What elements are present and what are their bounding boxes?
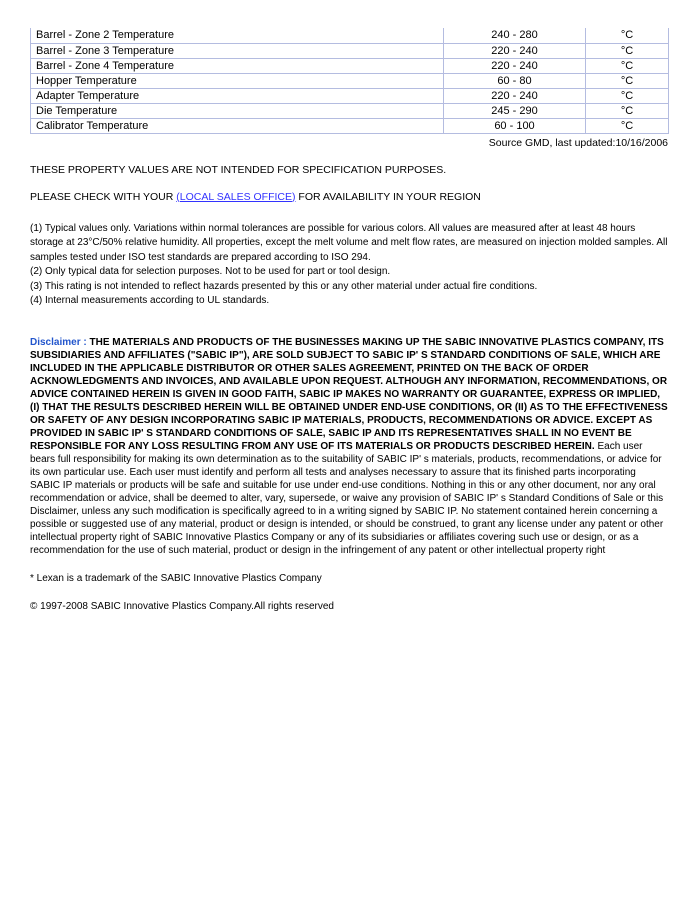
- region-availability-line: [30, 191, 668, 203]
- footnote-3: (3) This rating is not intended to reflect hazards presented by this or any other material under actual fire conditions.: [30, 280, 538, 292]
- table-row: [31, 58, 669, 73]
- value-cell: 240 - 280: [444, 28, 586, 43]
- value-cell: 245 - 290: [444, 103, 586, 118]
- copyright-note: © 1997-2008 SABIC Innovative Plastics Company.All rights reserved: [30, 600, 334, 612]
- table-row: [31, 28, 669, 43]
- property-cell: Hopper Temperature: [31, 73, 444, 88]
- property-cell: Adapter Temperature: [31, 88, 444, 103]
- trademark-note: * Lexan is a trademark of the SABIC Innovative Plastics Company: [30, 572, 322, 584]
- page-content: [30, 28, 668, 612]
- source-note: Source GMD, last updated:10/16/2006: [488, 136, 668, 149]
- disclaimer-regular-text: Each user bears full responsibility for making its own determination as to the suitability of SABIC IP' s materials, products, recommendations, or advice for its own particular use. Each user must identify and perform all tests and analyses necessary to assure that its finished parts incorporating SABIC IP materials or products will be safe and suitable for use under end-use conditions. Nothing in this or any other document, nor any oral recommendation or advice, shall be deemed to alter, vary, supersede, or waive any provision of SABIC IP' s Standard Conditions of Sale or this Disclaimer, unless any such modification is specifically agreed to in a writing signed by SABIC IP. No statement contained herein concerning a possible or suggested use of any material, product or design is intended, or should be construed, to grant any license under any patent or other intellectual property right of SABIC Innovative Plastics Company or any of its subsidiaries or affiliates covering such use or design, or as a recommendation for the use of such material, product or design in the infringement of any patent or other intellectual property right: [30, 440, 664, 556]
- unit-cell: °C: [586, 118, 669, 133]
- unit-cell: °C: [586, 88, 669, 103]
- value-cell: 220 - 240: [444, 43, 586, 58]
- region-line-after: FOR AVAILABILITY IN YOUR REGION: [298, 190, 481, 203]
- table-row: [31, 43, 669, 58]
- property-cell: Barrel - Zone 4 Temperature: [31, 58, 444, 73]
- table-row: [31, 118, 669, 133]
- property-cell: Barrel - Zone 3 Temperature: [31, 43, 444, 58]
- footnotes-block: [30, 222, 668, 309]
- table-row: [31, 103, 669, 118]
- property-cell: Barrel - Zone 2 Temperature: [31, 28, 444, 43]
- value-cell: 60 - 80: [444, 73, 586, 88]
- unit-cell: °C: [586, 28, 669, 43]
- property-cell: Die Temperature: [31, 103, 444, 118]
- unit-cell: °C: [586, 103, 669, 118]
- value-cell: 220 - 240: [444, 58, 586, 73]
- table-row: [31, 73, 669, 88]
- unit-cell: °C: [586, 73, 669, 88]
- processing-temperature-table: [30, 28, 669, 134]
- disclaimer-bold-text: THE MATERIALS AND PRODUCTS OF THE BUSINESSES MAKING UP THE SABIC INNOVATIVE PLASTICS COMPANY, ITS SUBSIDIARIES AND AFFILIATES ("SABIC IP"), ARE SOLD SUBJECT TO SABIC IP' S STANDARD CONDITIONS OF SALE, WHICH ARE INCLUDED IN THE APPLICABLE DISTRIBUTOR OR OTHER SALES AGREEMENT, PRINTED ON THE BACK OF ORDER ACKNOWLEDGMENTS AND INVOICES, AND AVAILABLE UPON REQUEST. ALTHOUGH ANY INFORMATION, RECOMMENDATIONS, OR ADVICE CONTAINED HEREIN IS GIVEN IN GOOD FAITH, SABIC IP MAKES NO WARRANTY OR GUARANTEE, EXPRESS OR IMPLIED, (I) THAT THE RESULTS DESCRIBED HEREIN WILL BE OBTAINED UNDER END-USE CONDITIONS, OR (II) AS TO THE EFFECTIVENESS OR SAFETY OF ANY DESIGN INCORPORATING SABIC IP MATERIALS, PRODUCTS, RECOMMENDATIONS OR ADVICE. EXCEPT AS PROVIDED IN SABIC IP' S STANDARD CONDITIONS OF SALE, SABIC IP AND ITS REPRESENTATIVES SHALL IN NO EVENT BE RESPONSIBLE FOR ANY LOSS RESULTING FROM ANY USE OF ITS MATERIALS OR PRODUCTS DESCRIBED HEREIN.: [30, 336, 668, 452]
- footnote-2: (2) Only typical data for selection purposes. Not to be used for part or tool design.: [30, 266, 391, 277]
- unit-cell: °C: [586, 43, 669, 58]
- disclaimer-label: Disclaimer :: [30, 336, 87, 348]
- region-line-before: PLEASE CHECK WITH YOUR: [30, 190, 174, 203]
- disclaimer-paragraph: [30, 336, 668, 557]
- footnote-4: (4) Internal measurements according to UL standards.: [30, 295, 270, 306]
- table-row: [31, 88, 669, 103]
- footnote-1: (1) Typical values only. Variations within normal tolerances are possible for various colors. All values are measured after at least 48 hours storage at 23°C/50% relative humidity. All properties, except the melt volume and melt flow rates, are measured on injection molded samples. All samples tested under ISO test standards are prepared according to ISO 294.: [30, 222, 668, 263]
- local-sales-office-link[interactable]: (LOCAL SALES OFFICE): [176, 190, 296, 203]
- property-cell: Calibrator Temperature: [31, 118, 444, 133]
- value-cell: 220 - 240: [444, 88, 586, 103]
- value-cell: 60 - 100: [444, 118, 586, 133]
- unit-cell: °C: [586, 58, 669, 73]
- spec-notice: THESE PROPERTY VALUES ARE NOT INTENDED FOR SPECIFICATION PURPOSES.: [30, 163, 447, 176]
